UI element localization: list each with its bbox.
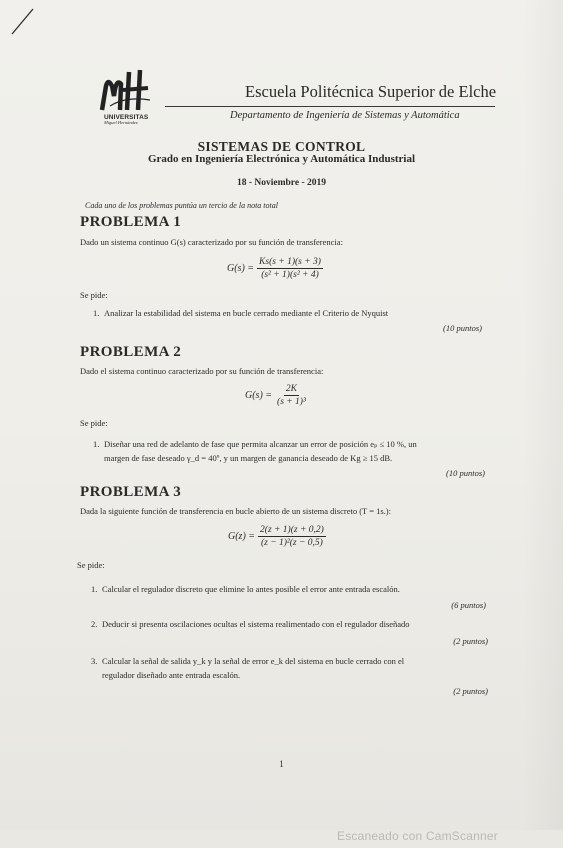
page-number: 1: [279, 759, 284, 769]
item-line-1: Calcular la señal de salida y_k y la señal de error e_k del sistema en bucle cerrado con el: [102, 656, 405, 666]
course-degree: Grado en Ingeniería Electrónica y Automática Industrial: [147, 153, 416, 165]
equation-fraction: [275, 384, 308, 407]
course-title: SISTEMAS DE CONTROL: [197, 139, 366, 154]
item-number: 2.: [91, 619, 98, 629]
logo-universitas: UNIVERSITAS: [104, 114, 149, 121]
item-number: 1.: [93, 439, 100, 449]
mh-logo-icon: [96, 66, 154, 112]
school-name: Escuela Politécnica Superior de Elche: [245, 82, 497, 101]
item-line-2: margen de fase deseado γ_d = 40º, y un margen de ganancia deseado de Kg ≥ 15 dB.: [104, 453, 393, 463]
pen-stroke-mark: [8, 6, 38, 36]
camscanner-watermark: Escaneado con CamScanner: [337, 829, 498, 843]
page-shadow: [523, 0, 563, 830]
item-line-1: Diseñar una red de adelanto de fase que permita alcanzar un error de posición eₚ ≤ 10 %, un: [104, 439, 417, 449]
problem-3-equation: [228, 525, 326, 548]
header-divider: [165, 106, 495, 107]
problem-1-statement: Dado un sistema continuo G(s) caracterizado por su función de transferencia:: [80, 237, 343, 247]
problem-2-statement: Dado el sistema continuo caracterizado por su función de transferencia:: [80, 366, 324, 376]
logo-subtext: Miguel Hernández: [104, 120, 138, 125]
department-name: Departamento de Ingeniería de Sistemas y Automática: [230, 110, 460, 121]
equation-fraction: [258, 525, 326, 548]
equation-numerator: 2K: [285, 384, 297, 394]
exam-date: 18 - Noviembre - 2019: [236, 178, 326, 188]
problem-1-title: PROBLEMA 1: [80, 214, 182, 230]
item-text: Analizar la estabilidad del sistema en bucle cerrado mediante el Criterio de Nyquist: [104, 308, 389, 318]
equation-denominator: (s + 1)³: [277, 397, 306, 407]
item-number: 1.: [91, 584, 98, 594]
logo-caption: [104, 114, 164, 125]
equation-lhs: G(s) =: [227, 263, 255, 274]
item-number: 1.: [93, 308, 100, 318]
equation-denominator: (z − 1)²(z − 0,5): [260, 538, 323, 548]
problem-2-item-1: [93, 437, 494, 465]
university-logo: [96, 66, 156, 112]
problem-2-item-1-points: (10 puntos): [446, 468, 485, 478]
problem-2-equation: [245, 384, 308, 407]
problem-3-item-2: [91, 617, 410, 631]
problem-3-asks: Se pide:: [77, 560, 105, 570]
problem-1-item-1: [93, 306, 389, 320]
problem-3-item-3-points: (2 puntos): [453, 686, 488, 696]
item-text: Calcular el regulador discreto que elimine lo antes posible el error ante entrada escalón.: [102, 584, 400, 594]
problem-2-asks: Se pide:: [80, 418, 108, 428]
equation-lhs: G(z) =: [228, 531, 256, 542]
problem-1-equation: [227, 257, 323, 280]
item-number: 3.: [91, 656, 98, 666]
problem-1-asks: Se pide:: [80, 290, 108, 300]
problem-1-item-1-points: (10 puntos): [443, 323, 482, 333]
problem-3-item-3: [91, 654, 497, 682]
equation-numerator: 2(z + 1)(z + 0,2): [260, 525, 324, 535]
item-line-2: regulador diseñado ante entrada escalón.: [102, 670, 241, 680]
equation-fraction: [257, 257, 323, 280]
problem-3-item-1-points: (6 puntos): [451, 600, 486, 610]
problem-3-item-2-points: (2 puntos): [453, 636, 488, 646]
equation-lhs: G(s) =: [245, 390, 273, 401]
equation-denominator: (s² + 1)(s² + 4): [261, 270, 319, 280]
equation-numerator: Ks(s + 1)(s + 3): [259, 257, 321, 267]
problem-3-statement: Dada la siguiente función de transferencia en bucle abierto de un sistema discreto (T = 1s.):: [80, 506, 391, 516]
item-text: Deducir si presenta oscilaciones ocultas el sistema realimentado con el regulador diseñado: [102, 619, 410, 629]
problem-3-title: PROBLEMA 3: [80, 484, 182, 500]
grading-note: Cada uno de los problemas puntúa un tercio de la nota total: [85, 201, 278, 210]
problem-2-title: PROBLEMA 2: [80, 344, 182, 360]
problem-3-item-1: [91, 582, 400, 596]
